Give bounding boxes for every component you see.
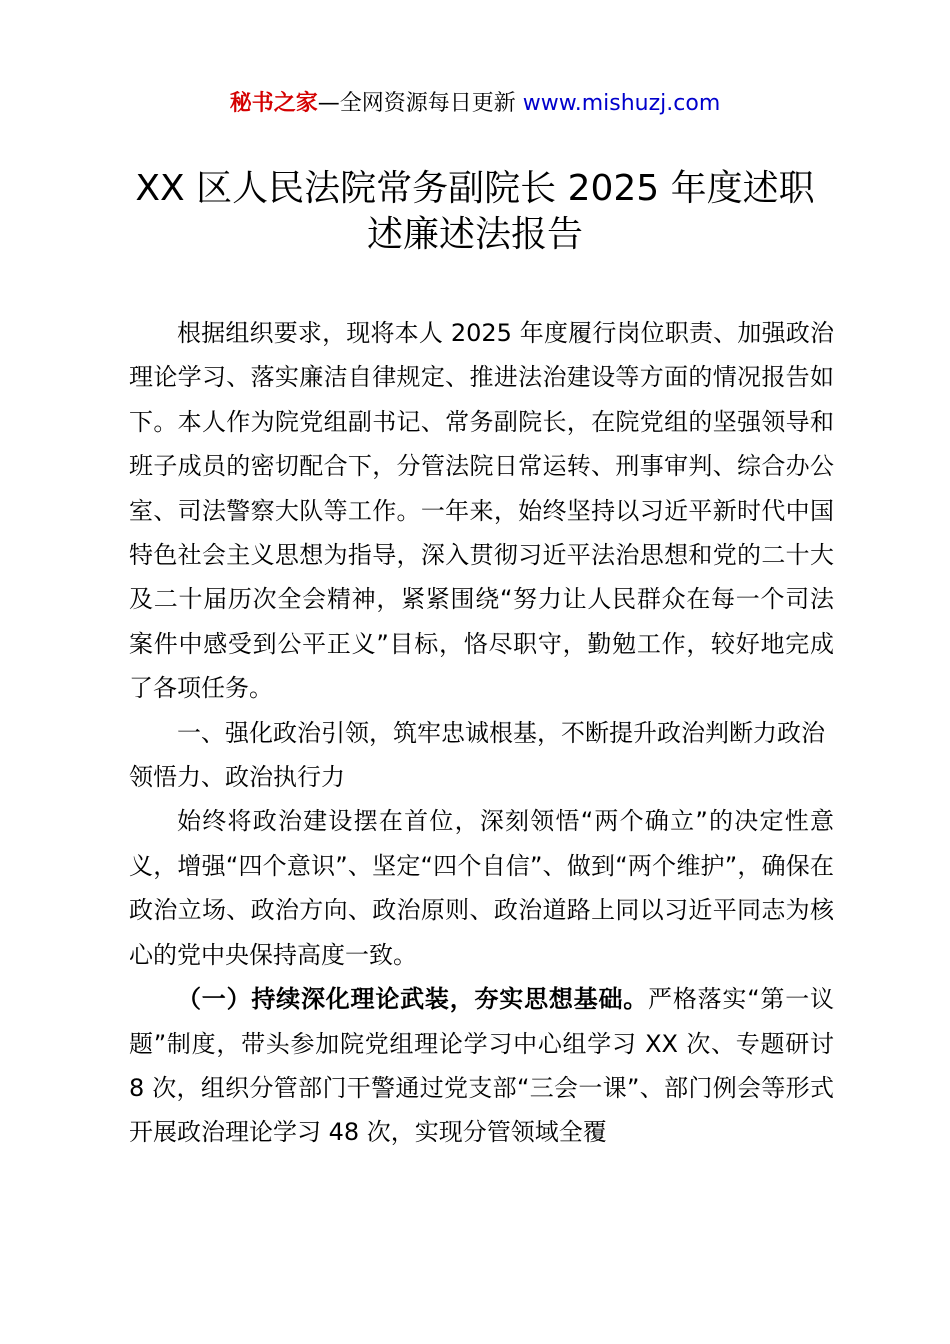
subsection-1-heading: （一）持续深化理论武装，夯实思想基础。 (177, 985, 649, 1014)
section-1-paragraph: 始终将政治建设摆在首位，深刻领悟“两个确立”的决定性意义，增强“四个意识”、坚定“四个自信”、做到“两个维护”，确保在政治立场、政治方向、政治原则、政治道路上同以习近平同志为核心的党中央保持高度一致。 (129, 807, 834, 969)
document-body (129, 311, 834, 1155)
subsection-1-text: 严格落实“第一议题”制度，带头参加院党组理论学习中心组学习 XX 次、专题研讨 8 次，组织分管部门干警通过党支部“三会一课”、部门例会等形式开展政治理论学习 48 次，实现分管领域全覆 (129, 985, 835, 1147)
section-heading-1: 一、强化政治引领，筑牢忠诚根基，不断提升政治判断力政治领悟力、政治执行力 (129, 718, 825, 792)
brand-name: 秘书之家 (229, 91, 318, 116)
site-header (0, 86, 950, 122)
website-link[interactable]: www.mishuzj.com (522, 91, 721, 116)
intro-paragraph: 根据组织要求，现将本人 2025 年度履行岗位职责、加强政治理论学习、落实廉洁自律规定、推进法治建设等方面的情况报告如下。本人作为院党组副书记、常务副院长，在院党组的坚强领导和班子成员的密切配合下，分管法院日常运转、刑事审判、综合办公室、司法警察大队等工作。一年来，始终坚持以习近平新时代中国特色社会主义思想为指导，深入贯彻习近平法治思想和党的二十大及二十届历次全会精神，紧紧围绕“努力让人民群众在每一个司法案件中感受到公平正义”目标，恪尽职守，勤勉工作，较好地完成了各项任务。 (129, 319, 834, 703)
subsection-1-paragraph (129, 977, 834, 1155)
header-slogan: —全网资源每日更新 (317, 91, 523, 116)
document-title: XX 区人民法院常务副院长 2025 年度述职述廉述法报告 (135, 168, 815, 255)
